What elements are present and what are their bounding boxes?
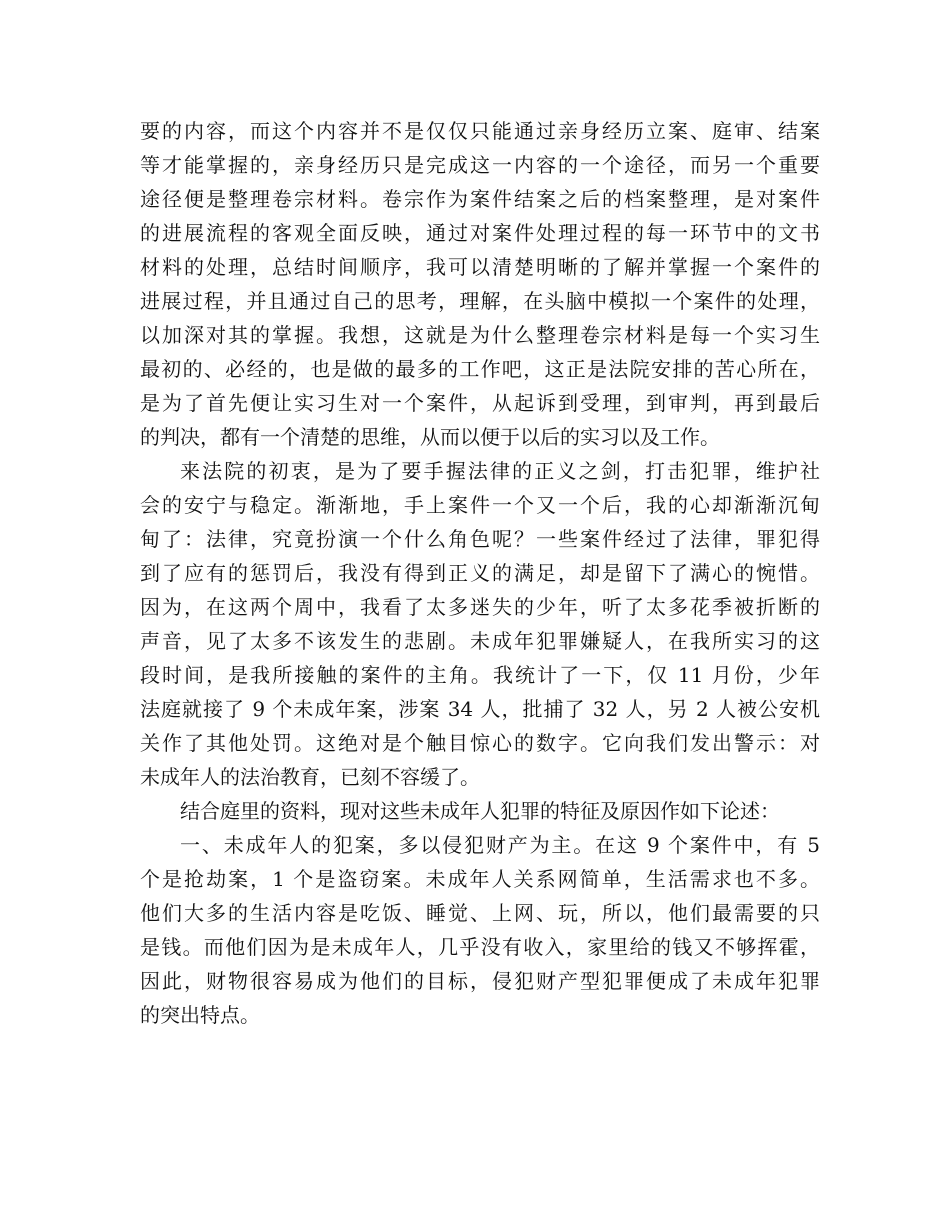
text-line: 一、未成年人的犯案，多以侵犯财产为主。在这 9 个案件中，有 5 xyxy=(180,833,820,857)
text-line: 未成年人的法治教育，已刻不容缓了。 xyxy=(140,765,480,789)
text-line: 最初的、必经的，也是做的最多的工作吧，这正是法院安排的苦心所在， xyxy=(140,357,820,381)
text-line: 段时间，是我所接触的案件的主角。我统计了一下，仅 11 月份，少年 xyxy=(140,663,820,687)
text-line: 个是抢劫案，1 个是盗窃案。未成年人关系网简单，生活需求也不多。 xyxy=(140,867,820,891)
text-line: 来法院的初衷，是为了要手握法律的正义之剑，打击犯罪，维护社 xyxy=(180,459,820,483)
text-line: 的突出特点。 xyxy=(140,1003,260,1027)
text-line: 以加深对其的掌握。我想，这就是为什么整理卷宗材料是每一个实习生 xyxy=(140,323,820,347)
text-line: 的进展流程的客观全面反映，通过对案件处理过程的每一环节中的文书 xyxy=(140,221,820,245)
text-line: 因为，在这两个周中，我看了太多迷失的少年，听了太多花季被折断的 xyxy=(140,595,820,619)
text-line: 因此，财物很容易成为他们的目标，侵犯财产型犯罪便成了未成年犯罪 xyxy=(140,969,820,993)
text-line: 甸了：法律，究竟扮演一个什么角色呢？一些案件经过了法律，罪犯得 xyxy=(140,527,820,551)
text-line: 途径便是整理卷宗材料。卷宗作为案件结案之后的档案整理，是对案件 xyxy=(140,187,820,211)
text-line: 是钱。而他们因为是未成年人，几乎没有收入，家里给的钱又不够挥霍， xyxy=(140,935,820,959)
text-line: 的判决，都有一个清楚的思维，从而以便于以后的实习以及工作。 xyxy=(140,425,720,449)
text-line: 是为了首先便让实习生对一个案件，从起诉到受理，到审判，再到最后 xyxy=(140,391,820,415)
text-line: 他们大多的生活内容是吃饭、睡觉、上网、玩，所以，他们最需要的只 xyxy=(140,901,820,925)
text-line: 关作了其他处罚。这绝对是个触目惊心的数字。它向我们发出警示：对 xyxy=(140,731,820,755)
text-line: 声音，见了太多不该发生的悲剧。未成年犯罪嫌疑人，在我所实习的这 xyxy=(140,629,820,653)
text-line: 等才能掌握的，亲身经历只是完成这一内容的一个途径，而另一个重要 xyxy=(140,153,820,177)
text-line: 到了应有的惩罚后，我没有得到正义的满足，却是留下了满心的惋惜。 xyxy=(140,561,820,585)
text-line: 会的安宁与稳定。渐渐地，手上案件一个又一个后，我的心却渐渐沉甸 xyxy=(140,493,820,517)
text-line: 要的内容，而这个内容并不是仅仅只能通过亲身经历立案、庭审、结案 xyxy=(140,119,820,143)
text-line: 材料的处理，总结时间顺序，我可以清楚明晰的了解并掌握一个案件的 xyxy=(140,255,820,279)
text-line: 法庭就接了 9 个未成年案，涉案 34 人，批捕了 32 人，另 2 人被公安机 xyxy=(140,697,820,721)
text-line: 结合庭里的资料，现对这些未成年人犯罪的特征及原因作如下论述： xyxy=(180,799,780,823)
text-line: 进展过程，并且通过自己的思考，理解，在头脑中模拟一个案件的处理， xyxy=(140,289,820,313)
